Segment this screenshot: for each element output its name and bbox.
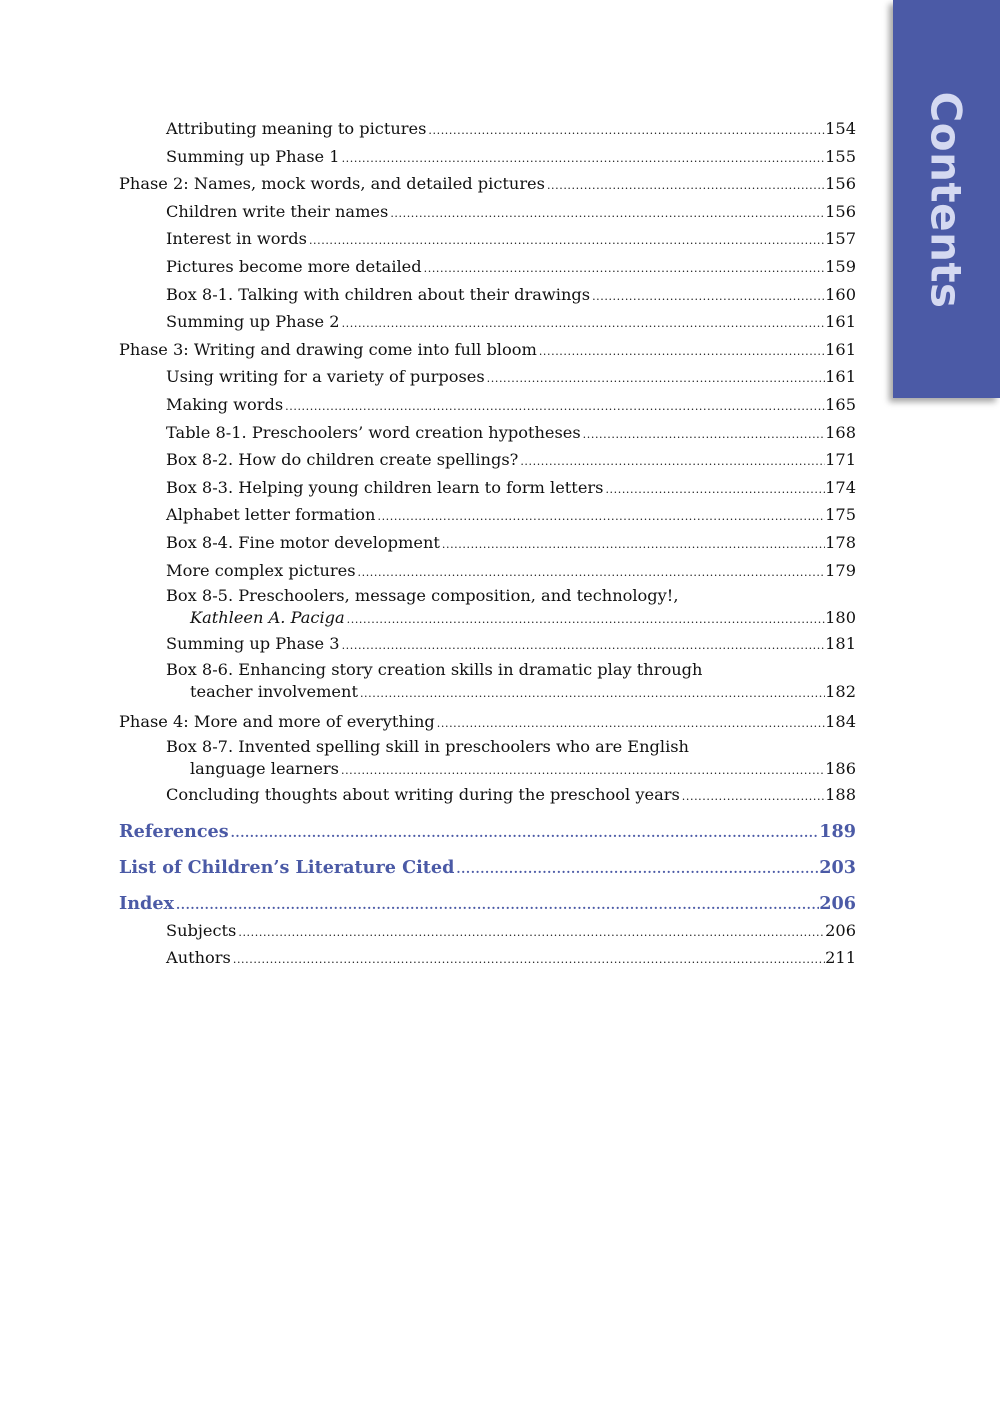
toc-entry-page: 171 [825,450,856,470]
dot-leader [424,256,825,282]
dot-leader [592,284,825,310]
toc-entry[interactable] [119,530,856,558]
dot-leader [176,892,819,918]
dot-leader [342,311,826,337]
toc-entry[interactable] [119,945,856,973]
dot-leader [539,339,825,365]
toc-major-title: List of Children’s Literature Cited [119,856,455,878]
toc-entry-title-cont: teacher involvement [190,681,358,701]
toc-entry-title: Table 8-1. Preschoolers’ word creation hypotheses [166,422,581,442]
toc-entry-page: 182 [825,681,856,701]
toc-entry[interactable] [119,199,856,227]
toc-entry-title: Box 8-1. Talking with children about their drawings [166,284,591,304]
toc-entry-page: 161 [825,367,856,387]
dot-leader [231,820,820,846]
toc-entry-title: Pictures become more detailed [166,256,422,276]
toc-entry-page: 186 [825,759,856,779]
toc-major-index[interactable] [119,891,856,918]
dot-leader [442,532,825,558]
toc-entry[interactable] [119,420,856,448]
dot-leader [456,856,819,882]
dot-leader [360,683,825,705]
toc-entry-title: Interest in words [166,229,307,249]
toc-section-page: 184 [825,711,856,731]
side-tab-label: Contents [921,91,971,309]
toc-entry-title: Box 8-3. Helping young children learn to form letters [166,477,604,497]
toc-entry[interactable] [119,226,856,254]
toc-entry-title: Making words [166,394,284,414]
toc-major-title: Index [119,892,175,914]
toc-section-title: Phase 2: Names, mock words, and detailed pictures [119,174,545,194]
toc-entry[interactable] [119,144,856,172]
toc-entry-title: Box 8-2. How do children create spellings? [166,450,519,470]
toc-entry-title: Box 8-7. Invented spelling skill in preschoolers who are English [166,737,689,757]
toc-entry-title: More complex pictures [166,560,356,580]
toc-major-literature[interactable] [119,855,856,882]
toc-entry[interactable] [119,447,856,475]
toc-entry-page: 165 [825,394,856,414]
dot-leader [437,711,825,737]
toc-entry-title: Concluding thoughts about writing during the preschool years [166,785,680,805]
toc-section-title: Phase 3: Writing and drawing come into full bloom [119,339,537,359]
toc-entry-page: 157 [825,229,856,249]
toc-entry-page: 180 [825,608,856,628]
toc-entry[interactable] [119,309,856,337]
table-of-contents [119,116,856,973]
toc-entry-title: Subjects [166,920,237,940]
toc-entry-author: Kathleen A. Paciga [190,608,345,628]
dot-leader [682,784,825,810]
dot-leader [605,477,825,503]
dot-leader [428,118,825,144]
dot-leader [547,173,825,199]
toc-major-references[interactable] [119,819,856,846]
toc-major-title: References [119,820,229,842]
toc-entry-page: 159 [825,256,856,276]
toc-entry-page: 179 [825,560,856,580]
toc-entry-page: 156 [825,201,856,221]
toc-entry[interactable] [119,364,856,392]
toc-entry[interactable] [119,116,856,144]
toc-major-page: 189 [819,820,856,842]
dot-leader [520,449,825,475]
toc-entry-page: 188 [825,785,856,805]
toc-entry-title: Summing up Phase 1 [166,146,340,166]
toc-entry-box-8-6[interactable] [119,659,856,705]
dot-leader [347,609,825,631]
toc-entry[interactable] [119,558,856,586]
dot-leader [390,201,825,227]
toc-section-page: 156 [825,174,856,194]
dot-leader [358,560,826,586]
dot-leader [238,920,825,946]
toc-entry-title: Box 8-4. Fine motor development [166,532,440,552]
toc-entry-title: Authors [166,948,231,968]
toc-entry[interactable] [119,475,856,503]
toc-entry-title: Children write their names [166,201,389,221]
toc-entry-title: Attributing meaning to pictures [166,119,427,138]
toc-entry-page: 160 [825,284,856,304]
toc-entry[interactable] [119,918,856,946]
dot-leader [341,760,825,782]
toc-entry-title: Summing up Phase 2 [166,312,340,332]
toc-entry-page: 154 [825,119,856,138]
toc-entry-page: 155 [825,146,856,166]
toc-major-page: 206 [819,892,856,914]
toc-entry-box-8-7[interactable] [119,736,856,782]
toc-entry-page: 161 [825,312,856,332]
toc-section-phase-2[interactable] [119,171,856,199]
toc-entry-page: 178 [825,532,856,552]
toc-entry[interactable] [119,502,856,530]
toc-entry-page: 211 [825,948,856,968]
dot-leader [342,146,826,172]
dot-leader [487,366,825,392]
toc-section-phase-4[interactable] [119,709,856,737]
toc-entry-page: 181 [825,634,856,654]
dot-leader [377,504,825,530]
dot-leader [233,947,825,973]
dot-leader [309,228,825,254]
toc-entry[interactable] [119,631,856,659]
toc-entry[interactable] [119,254,856,282]
toc-section-page: 161 [825,339,856,359]
toc-section-phase-3[interactable] [119,337,856,365]
toc-entry-box-8-5[interactable] [119,585,856,631]
toc-entry-title: Using writing for a variety of purposes [166,367,485,387]
toc-entry-title: Box 8-6. Enhancing story creation skills in dramatic play through [166,659,703,679]
toc-entry[interactable] [119,782,856,810]
toc-entry-title: Box 8-5. Preschoolers, message composition, and technology!, [166,586,679,606]
dot-leader [342,633,826,659]
dot-leader [285,394,825,420]
toc-entry-title: Alphabet letter formation [166,505,376,525]
toc-entry-page: 206 [825,920,856,940]
toc-entry-page: 174 [825,477,856,497]
toc-entry-page: 175 [825,505,856,525]
toc-section-title: Phase 4: More and more of everything [119,711,435,731]
toc-entry[interactable] [119,282,856,310]
toc-entry-title: Summing up Phase 3 [166,634,340,654]
toc-major-page: 203 [819,856,856,878]
dot-leader [583,422,825,448]
toc-entry[interactable] [119,392,856,420]
toc-entry-page: 168 [825,422,856,442]
toc-entry-title-cont: language learners [190,759,339,779]
